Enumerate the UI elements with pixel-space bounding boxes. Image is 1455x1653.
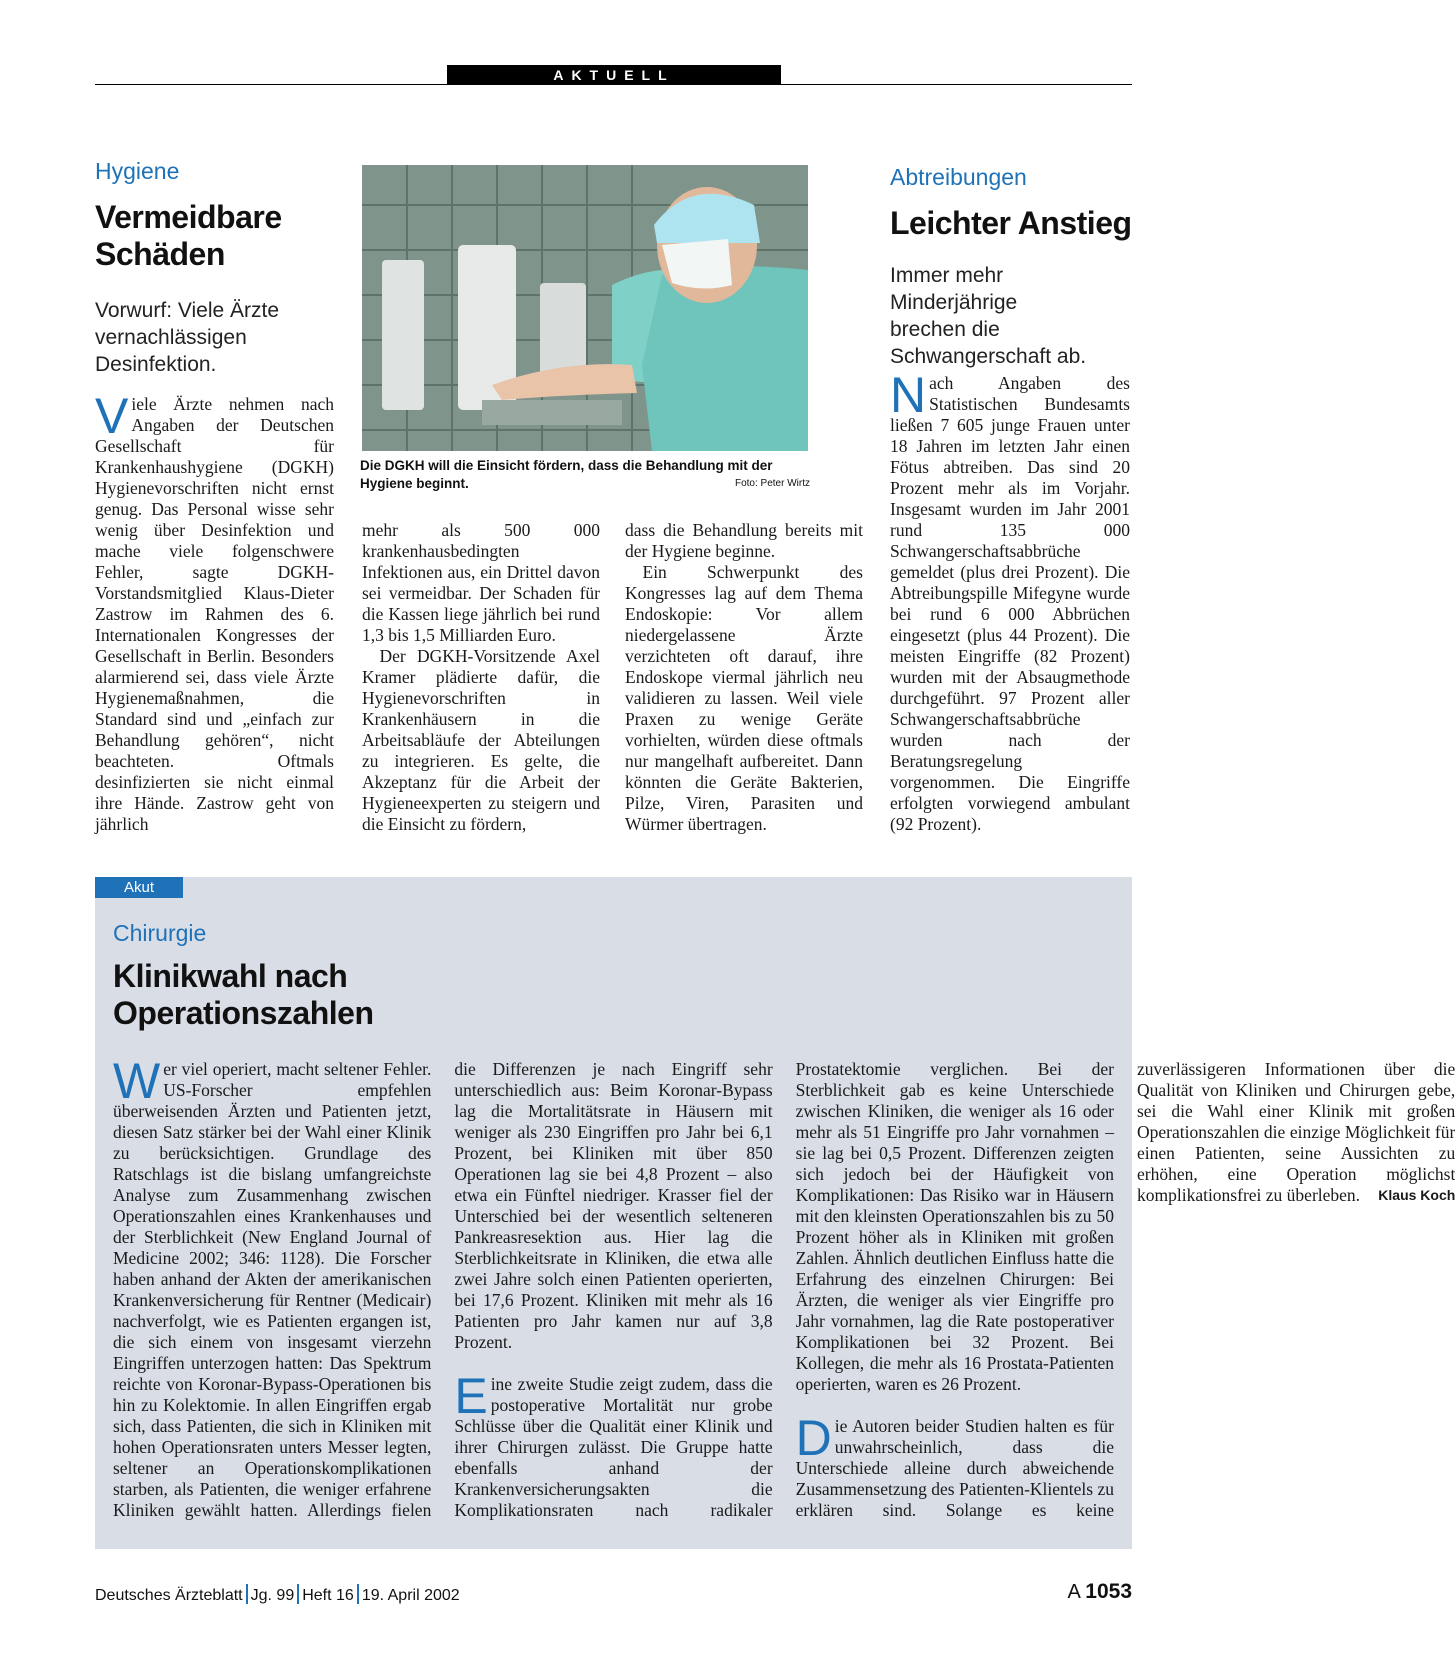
chirurgie-kicker: Chirurgie xyxy=(113,920,207,946)
hygiene-paragraph-1: iele Ärzte nehmen nach Angaben der Deutschen Gesellschaft für Krankenhaushygiene (DGKH) Hygienevorschriften nicht ernst genug. Das Personal wisse sehr wenig über Desinfektion und mache viele folgenschwere Fehler, sagte DGKH-Vorstandsmitglied Klaus-Dieter Zastrow im Rahmen des 6. Internationalen Kongresses der Gesellschaft in Berlin. Besonders alarmierend sei, dass viele Ärzte Hygienemaßnahmen, die Standard sind und „einfach zur Behandlung gehören“, nicht beachteten. Oftmals desinfizierten sie nicht einmal ihre Hände. Zastrow geht von jährlich xyxy=(95,394,334,834)
drop-cap: N xyxy=(890,367,927,423)
hygiene-kicker: Hygiene xyxy=(95,158,180,184)
footer-separator xyxy=(357,1584,359,1604)
drop-cap: D xyxy=(795,1410,832,1466)
issue: Heft 16 xyxy=(302,1587,354,1604)
hygiene-col-2 xyxy=(362,520,600,835)
abtreibungen-col xyxy=(890,367,1130,835)
caption-text: Die DGKH will die Einsicht fördern, dass die Behandlung mit der Hygiene beginnt. xyxy=(360,458,773,491)
footer-separator xyxy=(246,1584,248,1604)
hygiene-col-3 xyxy=(625,520,863,835)
abtreibungen-teaser: Immer mehr Minderjährige brechen die Schwangerschaft ab. xyxy=(890,264,1087,368)
footer xyxy=(95,1584,460,1605)
page-number xyxy=(1067,1580,1132,1604)
hygiene-paragraph-3: Der DGKH-Vorsitzende Axel Kramer plädierte dafür, die Hygienevorschriften in Krankenhäusern in die Arbeitsabläufe der Abteilungen zu integrieren. Es gelte, die Akzeptanz für die Arbeit der Hygieneexperten zu steigern und die Einsicht zu fördern, xyxy=(362,646,600,834)
chirurgie-paragraph-1: er viel operiert, macht seltener Fehler. US-Forscher empfehlen überweisenden Ärzten und Patienten jetzt, diesen Satz stärker bei der Wahl einer Klinik zu berücksichtigen. Grundlage des Ratschlags ist die bislang umfangreichste Analyse zum Zusammenhang zwischen Operationszahlen eines Krankenhauses und der Sterblichkeit (New England Journal of Medicine 2002; 346: 1128). Die Forscher haben anhand der Akten der amerikanischen Krankenversicherung für Rentner (Medicair) nachverfolgt, wie es Patienten ergangen ist, die sich einem von insgesamt vierzehn Eingriffen unterzogen hatten: Das Spektrum reichte von Koronar-Bypass-Operationen bis hin zu Kolektomie. In allen Eingriffen ergab sich, dass Patienten, die sich in Kliniken mit hohen Operationsraten unters Messer legten, seltener an Operationskomplikationen starben, als Patienten, die weniger erfahrene Kliniken gewählt hatten. Allerdings fielen die Differenzen je nach Eingriff sehr unterschiedlich aus: Beim Koronar-Bypass lag die Mortalitätsrate in Häusern mit weniger als 230 Eingriffen pro Jahr bei 6,1 Prozent, bei Kliniken mit über 850 Operationen lag sie bei 4,8 Prozent – also etwa ein Fünftel niedriger. Krasser fiel der Unterschied bei der wesentlich selteneren Pankreasresektion aus. Hier lag die Sterblichkeitsrate in Kliniken, die etwa alle zwei Jahre solch einen Patienten operierten, bei 17,6 Prozent. Kliniken mit mehr als 16 Patienten pro Jahr kamen nur auf 3,8 Prozent. xyxy=(113,1059,773,1520)
hygiene-paragraph-5: Ein Schwerpunkt des Kongresses lag auf dem Thema Endoskopie: Vor allem niedergelassene Ärzte verzichteten oft darauf, ihre Endoskope viermal jährlich neu validieren zu lassen. Weil viele Praxen zu wenige Geräte vorhielten, würden diese oftmals nur mangelhaft aufbereitet. Dann könnten die Geräte Bakterien, Pilze, Viren, Parasiten und Würmer übertragen. xyxy=(625,562,863,834)
footer-separator xyxy=(297,1584,299,1604)
chirurgie-paragraph-2: ine zweite Studie zeigt zudem, dass die postoperative Mortalität nur grobe Schlüsse über die Qualität einer Klinik und ihrer Chirurgen zulässt. Die Gruppe hatte ebenfalls anhand der Krankenversicherungsakten die Komplikationsraten nach radikaler Prostatektomie verglichen. Bei der Sterblichkeit gab es keine Unterschiede zwischen Kliniken, die weniger als 16 oder mehr als 51 Eingriffe pro Jahr vornahmen – sie lag bei 0,5 Prozent. Differenzen zeigten sich jedoch bei der Häufigkeit von Komplikationen: Das Risiko war in Häusern mit den kleinsten Operationszahlen bis zu 50 Prozent höher als in Kliniken mit großen Zahlen. Ähnlich deutlichen Einfluss hatte die Erfahrung des einzelnen Chirurgen: Bei Ärzten, die weniger als vier Eingriffe pro Jahr vornahmen, lag die Rate postoperativer Komplikationen bei 32 Prozent. Bei Kollegen, die mehr als 16 Prostata-Patienten operierten, waren es 26 Prozent. xyxy=(454,1059,1114,1520)
chirurgie-paragraph-3: ie Autoren beider Studien halten es für unwahrscheinlich, dass die Unterschiede alleine durch abweichende Zusammensetzung des Patienten-Klientels zu erklären sind. Solange es keine zuverlässigeren Informationen über die Qualität von Kliniken und Chirurgen gebe, sei die Wahl einer Klinik mit großen Operationszahlen die einzige Möglichkeit für einen Patienten, seine Aussichten zu erhöhen, eine Operation möglichst komplikationsfrei zu überleben. xyxy=(795,1059,1455,1520)
photo-credit: Foto: Peter Wirtz xyxy=(734,478,810,489)
page-value: 1053 xyxy=(1085,1580,1132,1603)
volume: Jg. 99 xyxy=(250,1587,295,1604)
hygiene-headline: Vermeidbare Schäden xyxy=(95,199,282,272)
section-label: AKTUELL xyxy=(447,65,781,85)
issue-date: 19. April 2002 xyxy=(361,1587,460,1604)
page-prefix: A xyxy=(1067,1581,1080,1603)
journal-name: Deutsches Ärzteblatt xyxy=(95,1587,243,1604)
author-name: Klaus Koch xyxy=(1378,1187,1455,1203)
box-tag: Akut xyxy=(95,877,183,898)
drop-cap: V xyxy=(95,388,129,444)
chirurgie-text xyxy=(113,1053,1455,1549)
hygiene-photo xyxy=(362,165,808,451)
chirurgie-headline: Klinikwahl nach Operationszahlen xyxy=(113,958,374,1031)
abtreibungen-kicker: Abtreibungen xyxy=(890,164,1027,190)
hygiene-teaser: Vorwurf: Viele Ärzte vernachlässigen Desinfektion. xyxy=(95,299,280,376)
hygiene-paragraph-2: mehr als 500 000 krankenhausbedingten Infektionen aus, ein Drittel davon sei vermeidbar. Der Schaden für die Kassen liege jährlich bei rund 1,3 bis 1,5 Milliarden Euro. xyxy=(362,520,600,645)
hygiene-paragraph-4: dass die Behandlung bereits mit der Hygiene beginne. xyxy=(625,520,863,561)
drop-cap: E xyxy=(454,1368,488,1424)
hygiene-col-1 xyxy=(95,388,334,835)
abtreibungen-headline: Leichter Anstieg xyxy=(890,205,1132,241)
abtreibungen-paragraph: ach Angaben des Statistischen Bundesamts ließen 7 605 junge Frauen unter 18 Jahren im letzten Jahr einen Fötus abtreiben. Das sind 20 Prozent mehr als im Vorjahr. Insgesamt wurden im Jahr 2001 rund 135 000 Schwangerschaftsabbrüche gemeldet (plus drei Prozent). Die Abtreibungspille Mifegyne wurde bei rund 6 000 Abbrüchen eingesetzt (plus 44 Prozent). Die meisten Eingriffe (82 Prozent) wurden mit der Absaugmethode durchgeführt. 97 Prozent aller Schwangerschaftsabbrüche wurden nach der Beratungsregelung vorgenommen. Die Eingriffe erfolgten vorwiegend ambulant (92 Prozent). xyxy=(890,373,1130,834)
photo-caption xyxy=(360,457,810,493)
drop-cap: W xyxy=(113,1053,161,1109)
